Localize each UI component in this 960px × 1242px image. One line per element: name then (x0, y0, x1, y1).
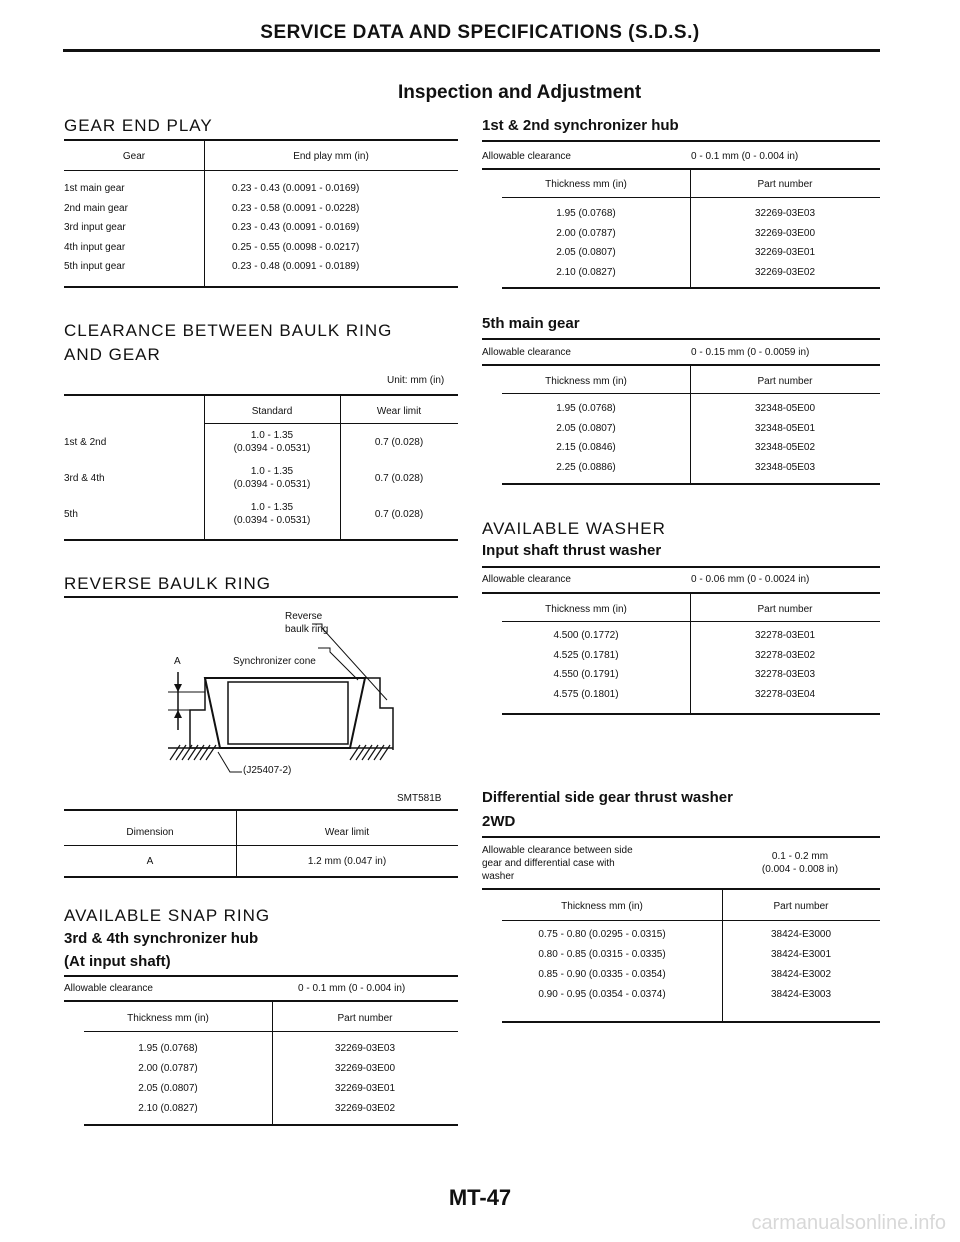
label-synchronizer-cone: Synchronizer cone (233, 656, 316, 667)
baulk-row-wear: 0.7 (0.028) (374, 509, 424, 520)
hub12-head-rule (502, 197, 880, 198)
diff-sub: 2WD (482, 813, 516, 830)
gep-row-gear: 5th input gear (64, 261, 126, 272)
main5-col-part: Part number (757, 376, 813, 387)
main5-title: 5th main gear (482, 315, 580, 332)
baulk-row-wear: 0.7 (0.028) (374, 473, 424, 484)
rev-head-rule (64, 845, 458, 846)
washer-col-part: Part number (757, 604, 813, 615)
label-baulk-ring: baulk ring (285, 624, 329, 635)
baulk-row-name: 1st & 2nd (64, 437, 107, 448)
label-tool-number: (J25407-2) (243, 765, 292, 776)
rev-col-dim: Dimension (126, 827, 174, 838)
diff-allow-label-1: Allowable clearance between side (482, 845, 633, 856)
snap-col-thk: Thickness mm (in) (127, 1013, 209, 1024)
snap-bottom-rule (84, 1124, 458, 1126)
hub12-col-part: Part number (757, 179, 813, 190)
snap-allow-label: Allowable clearance (64, 983, 153, 994)
main5-allow-label: Allowable clearance (482, 347, 571, 358)
snap-row-part-number: 32269-03E02 (334, 1103, 396, 1114)
reverse-title: REVERSE BAULK RING (64, 574, 271, 593)
washer-allow-rule (482, 592, 880, 594)
main5-allow-value: 0 - 0.15 mm (0 - 0.0059 in) (691, 347, 810, 358)
diff-row-part-number: 38424-E3000 (770, 929, 832, 940)
main5-row-thickness: 2.05 (0.0807) (556, 422, 616, 434)
gep-col-end: End play mm (in) (293, 151, 369, 162)
hub12-row-part-number: 32269-03E01 (754, 247, 816, 258)
hub12-row-thickness: 2.00 (0.0787) (556, 227, 616, 239)
baulk-head-rule (204, 423, 458, 424)
diff-allow-label-2: gear and differential case with (482, 858, 615, 869)
header-rule (63, 49, 880, 52)
snap-head-rule (84, 1031, 458, 1032)
baulk-row-wear: 0.7 (0.028) (374, 437, 424, 448)
washer-head-rule (502, 621, 880, 622)
washer-allow-label: Allowable clearance (482, 574, 571, 585)
snap-title: AVAILABLE SNAP RING (64, 906, 271, 925)
hub12-row-part-number: 32269-03E02 (754, 266, 816, 278)
washer-title: AVAILABLE WASHER (482, 519, 666, 538)
baulk-row-name: 5th (64, 509, 78, 520)
diff-row-thickness: 0.85 - 0.90 (0.0335 - 0.0354) (538, 969, 666, 980)
washer-sub: Input shaft thrust washer (482, 542, 662, 559)
diff-allow-value-2: (0.004 - 0.008 in) (761, 864, 839, 875)
hub12-allow-label: Allowable clearance (482, 151, 571, 162)
rev-col-wear: Wear limit (324, 827, 370, 838)
gep-row-value: 0.23 - 0.48 (0.0091 - 0.0189) (232, 261, 360, 272)
gep-row-gear: 2nd main gear (64, 202, 128, 214)
hub12-row-thickness: 2.05 (0.0807) (556, 247, 616, 258)
main5-row-thickness: 2.15 (0.0846) (556, 442, 616, 453)
hub12-allow-value: 0 - 0.1 mm (0 - 0.004 in) (691, 151, 799, 162)
diff-head-rule (502, 920, 880, 921)
washer-row-part-number: 32278-03E04 (754, 688, 816, 700)
hub12-bottom-rule (502, 287, 880, 289)
washer-row-thickness: 4.525 (0.1781) (553, 649, 619, 661)
baulk-bottom-rule (64, 539, 458, 541)
diff-title: Differential side gear thrust washer (482, 789, 733, 806)
diff-bottom-rule (502, 1021, 880, 1023)
baulk-row-std-2: (0.0394 - 0.0531) (233, 515, 311, 526)
page-subheader: Inspection and Adjustment (398, 82, 642, 103)
gep-row-gear: 4th input gear (64, 241, 126, 253)
snap-row-part-number: 32269-03E03 (334, 1043, 396, 1054)
diff-allow-label-3: washer (482, 871, 515, 882)
washer-row-thickness: 4.575 (0.1801) (553, 688, 619, 700)
snap-sub-1: 3rd & 4th synchronizer hub (64, 930, 259, 947)
hub12-row-part-number: 32269-03E03 (754, 208, 816, 219)
snap-row-part-number: 32269-03E01 (334, 1083, 396, 1094)
diff-col-thk: Thickness mm (in) (561, 901, 643, 912)
gep-bottom-rule (64, 286, 458, 288)
main5-row-part-number: 32348-05E02 (754, 442, 816, 453)
main5-top-rule (482, 338, 880, 340)
washer-col-thk: Thickness mm (in) (545, 604, 627, 615)
diff-row-thickness: 0.80 - 0.85 (0.0315 - 0.0335) (538, 949, 666, 960)
rev-row-wear: 1.2 mm (0.047 in) (307, 856, 387, 867)
hub12-allow-rule (482, 168, 880, 170)
baulk-row-std-2: (0.0394 - 0.0531) (233, 443, 311, 454)
main5-allow-rule (482, 364, 880, 366)
main5-row-part-number: 32348-05E00 (754, 403, 816, 414)
gep-row-value: 0.25 - 0.55 (0.0098 - 0.0217) (232, 241, 360, 253)
washer-row-thickness: 4.550 (0.1791) (553, 669, 619, 680)
main5-head-rule (502, 393, 880, 394)
gep-vline (204, 141, 205, 287)
gep-row-gear: 3rd input gear (64, 222, 126, 233)
hub12-col-thk: Thickness mm (in) (545, 179, 627, 190)
washer-row-thickness: 4.500 (0.1772) (553, 630, 619, 641)
diff-allow-rule (482, 888, 880, 890)
hub12-title: 1st & 2nd synchronizer hub (482, 117, 679, 134)
baulk-row-name: 3rd & 4th (64, 473, 105, 484)
gep-row-value: 0.23 - 0.58 (0.0091 - 0.0228) (232, 202, 360, 214)
snap-row-thickness: 1.95 (0.0768) (138, 1043, 198, 1054)
snap-allow-rule (64, 1000, 458, 1002)
gear-end-play-title: GEAR END PLAY (64, 116, 213, 135)
diff-row-part-number: 38424-E3002 (770, 969, 832, 980)
washer-top-rule (482, 566, 880, 568)
diff-row-thickness: 0.90 - 0.95 (0.0354 - 0.0374) (538, 989, 666, 1000)
baulk-col-wear: Wear limit (376, 406, 422, 417)
label-a: A (174, 656, 181, 667)
washer-allow-value: 0 - 0.06 mm (0 - 0.0024 in) (691, 574, 810, 585)
reverse-top-rule (64, 596, 458, 598)
diff-row-part-number: 38424-E3003 (770, 989, 832, 1000)
gep-row-value: 0.23 - 0.43 (0.0091 - 0.0169) (232, 183, 360, 194)
watermark: carmanualsonline.info (751, 1212, 946, 1234)
baulk-row-std-1: 1.0 - 1.35 (250, 430, 294, 441)
diff-row-part-number: 38424-E3001 (770, 949, 832, 960)
baulk-row-std-2: (0.0394 - 0.0531) (233, 479, 311, 490)
diff-col-part: Part number (773, 901, 829, 912)
baulk-unit: Unit: mm (in) (387, 375, 445, 386)
main5-row-part-number: 32348-05E01 (754, 422, 816, 434)
hub12-top-rule (482, 140, 880, 142)
snap-row-thickness: 2.10 (0.0827) (138, 1103, 198, 1114)
gep-top-rule (64, 139, 458, 141)
label-reverse: Reverse (285, 611, 323, 622)
page-number: MT-47 (448, 1185, 512, 1210)
snap-allow-value: 0 - 0.1 mm (0 - 0.004 in) (298, 983, 406, 994)
rev-bottom-rule (64, 876, 458, 878)
main5-row-part-number: 32348-05E03 (754, 461, 816, 473)
gep-row-value: 0.23 - 0.43 (0.0091 - 0.0169) (232, 222, 360, 233)
baulk-top-rule (64, 394, 458, 396)
snap-row-thickness: 2.00 (0.0787) (138, 1063, 198, 1074)
washer-row-part-number: 32278-03E01 (754, 630, 816, 641)
hub12-row-thickness: 1.95 (0.0768) (556, 208, 616, 219)
baulk-row-std-1: 1.0 - 1.35 (250, 466, 294, 477)
main5-col-thk: Thickness mm (in) (545, 376, 627, 387)
snap-row-thickness: 2.05 (0.0807) (138, 1083, 198, 1094)
baulk-title-1: CLEARANCE BETWEEN BAULK RING (64, 321, 393, 340)
page-header: SERVICE DATA AND SPECIFICATIONS (S.D.S.) (260, 22, 700, 43)
rev-vline (236, 811, 237, 877)
diff-row-thickness: 0.75 - 0.80 (0.0295 - 0.0315) (538, 929, 666, 940)
gep-head-rule (64, 170, 458, 171)
hub12-row-thickness: 2.10 (0.0827) (556, 266, 616, 278)
baulk-title-2: AND GEAR (64, 345, 161, 364)
reverse-fig-rule (64, 809, 458, 811)
diff-top-rule (482, 836, 880, 838)
snap-row-part-number: 32269-03E00 (334, 1063, 396, 1074)
snap-top-rule (64, 975, 458, 977)
main5-bottom-rule (502, 483, 880, 485)
washer-bottom-rule (502, 713, 880, 715)
rev-row-dim: A (146, 856, 154, 867)
washer-row-part-number: 32278-03E03 (754, 669, 816, 680)
washer-row-part-number: 32278-03E02 (754, 649, 816, 661)
baulk-row-std-1: 1.0 - 1.35 (250, 502, 294, 513)
gep-row-gear: 1st main gear (64, 183, 125, 194)
main5-row-thickness: 1.95 (0.0768) (556, 403, 616, 414)
diff-allow-value-1: 0.1 - 0.2 mm (771, 851, 829, 862)
snap-sub-2: (At input shaft) (64, 953, 171, 970)
main5-row-thickness: 2.25 (0.0886) (556, 461, 616, 473)
gep-col-gear: Gear (122, 151, 146, 162)
hub12-row-part-number: 32269-03E00 (754, 227, 816, 239)
figure-code: SMT581B (397, 793, 442, 804)
snap-col-part: Part number (337, 1013, 393, 1024)
baulk-col-std: Standard (251, 406, 293, 417)
